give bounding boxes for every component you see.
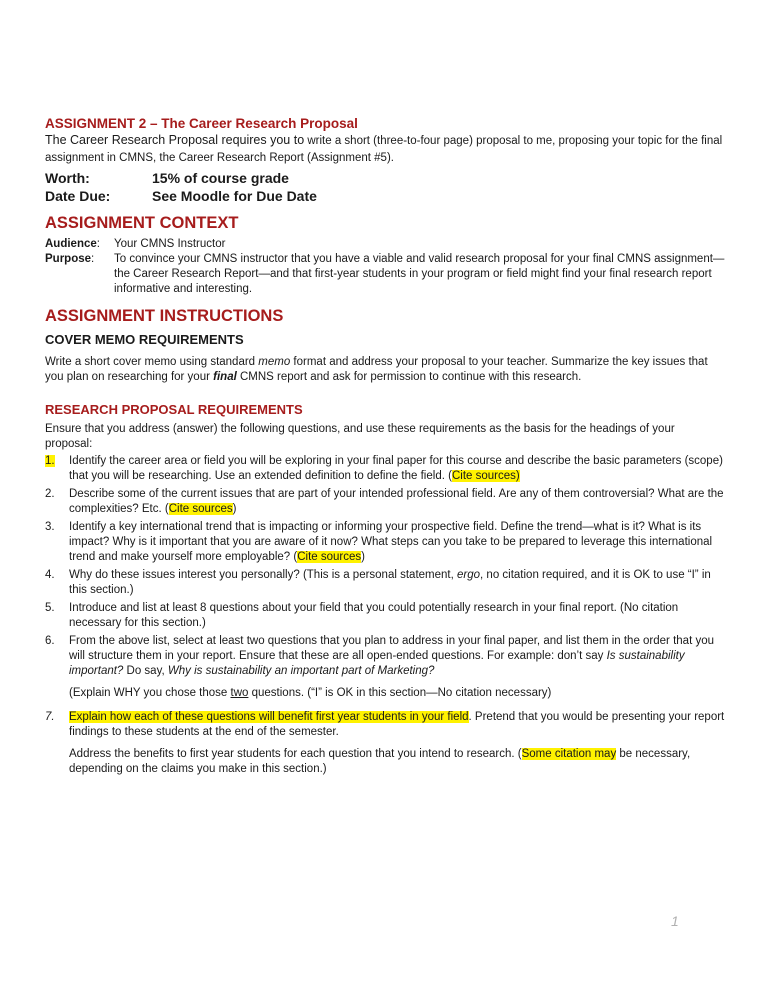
- audience-value: Your CMNS Instructor: [114, 238, 226, 250]
- item-text: Introduce and list at least 8 questions about your field that you could potentially research in your final report. (No citation necessary for this section.): [69, 602, 679, 629]
- item-text: From the above list, select at least two questions that you plan to address in your final paper, and list them in the order that you will structure them in your report. Ensure that these are all open-ended questions. For example: don’t say: [69, 635, 714, 662]
- assignment-intro: [45, 132, 725, 167]
- due-label: Date Due:: [45, 188, 111, 204]
- item-explain-end: questions. (“I” is OK in this section—No citation necessary): [248, 687, 552, 699]
- item-italic: Is sustainability important?: [69, 650, 685, 677]
- item-number: 5.: [45, 602, 55, 614]
- item-underline: two: [230, 687, 249, 699]
- purpose-value: To convince your CMNS instructor that you have a viable and valid research proposal for your final CMNS assignment—the Career Research Report—and that first-year students in your program or field might find your final research report informative and interesting.: [114, 253, 725, 295]
- worth-value: 15% of course grade: [152, 170, 289, 186]
- memo-text-c: format and address your proposal to your teacher. Summarize the key issues that you plan on researching for your: [45, 356, 708, 383]
- citation-highlight: Some citation may: [521, 748, 617, 760]
- list-item: [45, 487, 725, 517]
- item-italic: ergo: [457, 569, 481, 581]
- item-number: 7.: [45, 711, 55, 723]
- item-number: 6.: [45, 635, 55, 647]
- item-number: 4.: [45, 569, 55, 581]
- proposal-heading: RESEARCH PROPOSAL REQUIREMENTS: [45, 402, 303, 417]
- page-number: 1: [671, 913, 679, 929]
- due-value: See Moodle for Due Date: [152, 188, 317, 204]
- audience-label: Audience: [45, 238, 97, 250]
- intro-rest: write a short (three-to-four page) proposal to me, proposing your topic for the final assignment in CMNS, the Career Research Report (Assignment #5).: [45, 135, 723, 164]
- item-text: Describe some of the current issues that are part of your intended professional field. Are any of them controversial? What are the complexities? Etc. (: [69, 488, 724, 515]
- requirements-list: [45, 454, 725, 777]
- assignment-title: ASSIGNMENT 2 – The Career Research Proposal: [45, 116, 358, 131]
- context-heading: ASSIGNMENT CONTEXT: [45, 214, 239, 232]
- list-item: [45, 454, 725, 484]
- item-number: 3.: [45, 521, 55, 533]
- item-text-b: Address the benefits to first year students for each question that you intend to research. (: [69, 748, 522, 760]
- item-number: 2.: [45, 488, 55, 500]
- item-italic-example: Why is sustainability an important part of Marketing?: [167, 665, 435, 677]
- list-item: [45, 520, 725, 565]
- list-item: [45, 634, 725, 701]
- list-item: [45, 710, 725, 777]
- worth-block: [45, 169, 725, 205]
- item-text: Identify the career area or field you will be exploring in your final paper for this course and describe the basic parameters (scope) that you will be researching. Use an extended definition to define the field.: [69, 455, 723, 482]
- memo-text-a: Write a short cover memo using standard: [45, 356, 259, 368]
- document-page: [45, 115, 725, 780]
- list-item: [45, 601, 725, 631]
- benefit-highlight: Explain how each of these questions will benefit first year students in your field: [69, 711, 469, 723]
- proposal-intro: Ensure that you address (answer) the following questions, and use these requirements as the basis for the headings of your proposal:: [45, 423, 675, 450]
- item-text-c: be necessary, depending on the claims you make in this section.): [69, 748, 691, 775]
- cite-highlight: Cite sources): [451, 470, 520, 482]
- item-close: ): [232, 503, 237, 515]
- worth-label: Worth:: [45, 170, 90, 186]
- memo-heading: COVER MEMO REQUIREMENTS: [45, 332, 244, 347]
- list-item: [45, 568, 725, 598]
- purpose-label: Purpose: [45, 253, 92, 265]
- cite-highlight: Cite sources: [168, 503, 233, 515]
- item-text: . Pretend that you would be presenting your report findings to these students at the end of the semester.: [69, 711, 725, 738]
- item-paren: (: [448, 470, 452, 482]
- memo-text-e: CMNS report and ask for permission to continue with this research.: [236, 371, 582, 383]
- item-text-mid: Do say,: [123, 665, 168, 677]
- memo-paragraph: [45, 355, 725, 385]
- item-text: Why do these issues interest you personally? (This is a personal statement,: [69, 569, 457, 581]
- memo-text-b: memo: [258, 356, 291, 368]
- item-number: 1.: [45, 455, 55, 467]
- cite-highlight: Cite sources: [297, 551, 362, 563]
- intro-lead: The Career Research Proposal requires you to: [45, 133, 305, 147]
- context-block: Audience: Your CMNS Instructor Purpose: To convince your CMNS instructor that you have a viable and valid research proposal for your final CMNS assignment—the Career Research Report—and that first-year students in your program or field might find your final research report informative and interesting.: [45, 238, 725, 295]
- memo-text-d: final: [213, 371, 237, 383]
- instructions-heading: ASSIGNMENT INSTRUCTIONS: [45, 307, 284, 325]
- item-text: Identify a key international trend that is impacting or informing your prospective field. Define the trend—what is it? What is its impact? Why is it important that you are aware of it now? What steps can you take to be prepared to leverage this international trend and make yourself more employable? (: [69, 521, 713, 563]
- item-close: ): [361, 551, 365, 563]
- item-text-end: , no citation required, and it is OK to use “I” in this section.): [69, 569, 711, 596]
- item-explain: (Explain WHY you chose those: [69, 687, 231, 699]
